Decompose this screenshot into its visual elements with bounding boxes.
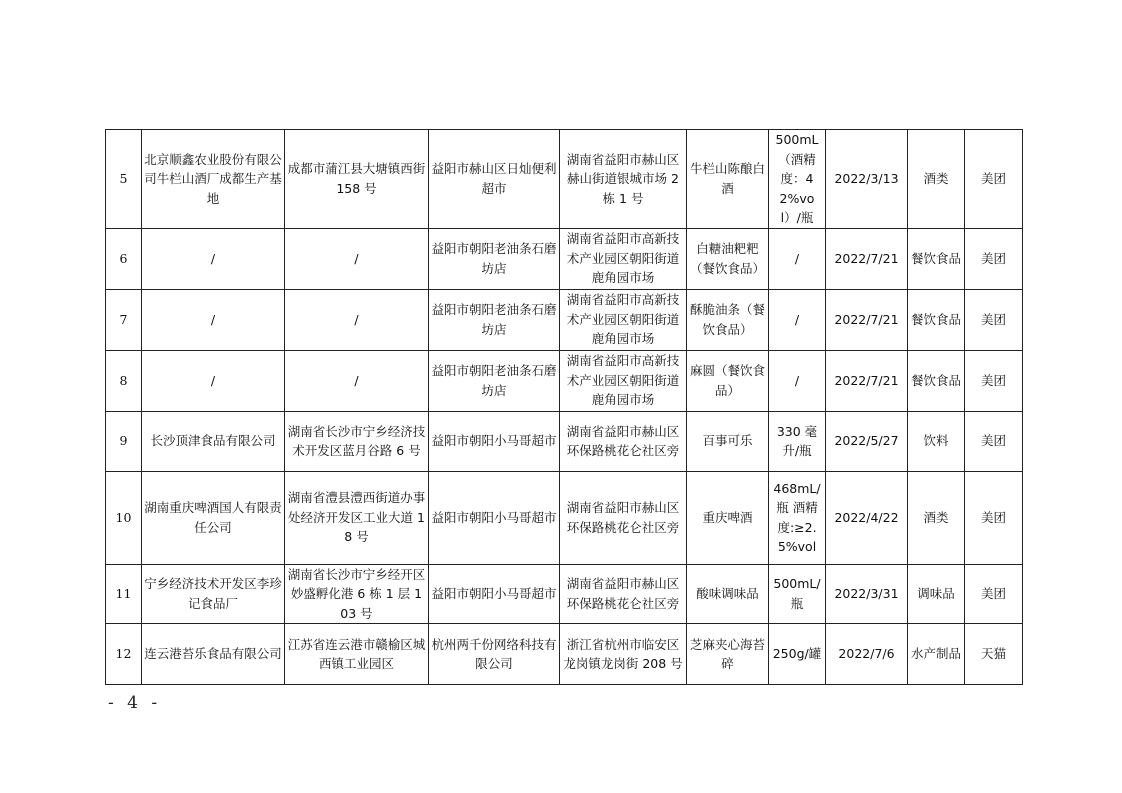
- product-name-cell: 百事可乐: [687, 411, 769, 471]
- table-row: [106, 130, 1023, 229]
- seller-address-cell: 湖南省益阳市赫山区赫山街道银城市场 2 栋 1 号: [560, 130, 687, 229]
- producer-name-cell: /: [142, 228, 285, 289]
- production-date-cell: 2022/3/13: [826, 130, 908, 229]
- seller-name-cell: 益阳市朝阳小马哥超市: [429, 411, 560, 471]
- food-category-cell: 酒类: [908, 130, 965, 229]
- row-number: 6: [106, 228, 142, 289]
- seller-address-cell: 湖南省益阳市赫山区环保路桃花仑社区旁: [560, 411, 687, 471]
- food-category-cell: 餐饮食品: [908, 289, 965, 350]
- producer-address-cell: 湖南省长沙市宁乡经济技术开发区蓝月谷路 6 号: [285, 411, 429, 471]
- row-number: 8: [106, 350, 142, 411]
- producer-name-cell: /: [142, 289, 285, 350]
- platform-cell: 美团: [965, 228, 1023, 289]
- product-name-cell: 重庆啤酒: [687, 471, 769, 564]
- specification-cell: 500mL/瓶: [769, 564, 826, 624]
- table-row: [106, 411, 1023, 471]
- platform-cell: 美团: [965, 289, 1023, 350]
- producer-address-cell: 湖南省澧县澧西街道办事处经济开发区工业大道 18 号: [285, 471, 429, 564]
- producer-address-cell: 湖南省长沙市宁乡经开区妙盛孵化港 6 栋 1 层 103 号: [285, 564, 429, 624]
- table-row: [106, 471, 1023, 564]
- producer-name-cell: /: [142, 350, 285, 411]
- row-number: 5: [106, 130, 142, 229]
- producer-name-cell: 长沙顶津食品有限公司: [142, 411, 285, 471]
- food-category-cell: 餐饮食品: [908, 350, 965, 411]
- production-date-cell: 2022/7/6: [826, 624, 908, 685]
- food-category-cell: 饮料: [908, 411, 965, 471]
- table-row: [106, 350, 1023, 411]
- seller-address-cell: 湖南省益阳市赫山区环保路桃花仑社区旁: [560, 471, 687, 564]
- platform-cell: 天猫: [965, 624, 1023, 685]
- production-date-cell: 2022/4/22: [826, 471, 908, 564]
- specification-cell: 468mL/瓶 酒精度:≥2.5%vol: [769, 471, 826, 564]
- specification-cell: /: [769, 350, 826, 411]
- specification-cell: 500mL（酒精度：42%vol）/瓶: [769, 130, 826, 229]
- row-number: 11: [106, 564, 142, 624]
- specification-cell: 330 毫升/瓶: [769, 411, 826, 471]
- seller-address-cell: 湖南省益阳市高新技术产业园区朝阳街道鹿角园市场: [560, 350, 687, 411]
- food-category-cell: 餐饮食品: [908, 228, 965, 289]
- seller-name-cell: 益阳市朝阳老油条石磨坊店: [429, 350, 560, 411]
- producer-name-cell: 宁乡经济技术开发区李珍记食品厂: [142, 564, 285, 624]
- specification-cell: /: [769, 289, 826, 350]
- platform-cell: 美团: [965, 411, 1023, 471]
- producer-name-cell: 连云港苔乐食品有限公司: [142, 624, 285, 685]
- product-name-cell: 麻圆（餐饮食品）: [687, 350, 769, 411]
- platform-cell: 美团: [965, 130, 1023, 229]
- product-name-cell: 酥脆油条（餐饮食品）: [687, 289, 769, 350]
- seller-address-cell: 湖南省益阳市高新技术产业园区朝阳街道鹿角园市场: [560, 228, 687, 289]
- production-date-cell: 2022/7/21: [826, 228, 908, 289]
- producer-address-cell: /: [285, 228, 429, 289]
- table-row: [106, 624, 1023, 685]
- seller-address-cell: 湖南省益阳市高新技术产业园区朝阳街道鹿角园市场: [560, 289, 687, 350]
- producer-address-cell: /: [285, 350, 429, 411]
- seller-name-cell: 杭州两千份网络科技有限公司: [429, 624, 560, 685]
- product-name-cell: 白糖油粑粑（餐饮食品）: [687, 228, 769, 289]
- seller-name-cell: 益阳市朝阳老油条石磨坊店: [429, 228, 560, 289]
- seller-name-cell: 益阳市赫山区日灿便利超市: [429, 130, 560, 229]
- platform-cell: 美团: [965, 350, 1023, 411]
- product-name-cell: 牛栏山陈酿白酒: [687, 130, 769, 229]
- seller-address-cell: 湖南省益阳市赫山区环保路桃花仑社区旁: [560, 564, 687, 624]
- production-date-cell: 2022/3/31: [826, 564, 908, 624]
- page-number: - 4 -: [108, 693, 162, 713]
- table-row: [106, 289, 1023, 350]
- producer-address-cell: 江苏省连云港市赣榆区城西镇工业园区: [285, 624, 429, 685]
- specification-cell: /: [769, 228, 826, 289]
- producer-name-cell: 湖南重庆啤酒国人有限责任公司: [142, 471, 285, 564]
- seller-name-cell: 益阳市朝阳小马哥超市: [429, 564, 560, 624]
- platform-cell: 美团: [965, 471, 1023, 564]
- food-category-cell: 水产制品: [908, 624, 965, 685]
- production-date-cell: 2022/7/21: [826, 289, 908, 350]
- platform-cell: 美团: [965, 564, 1023, 624]
- production-date-cell: 2022/5/27: [826, 411, 908, 471]
- row-number: 7: [106, 289, 142, 350]
- seller-name-cell: 益阳市朝阳老油条石磨坊店: [429, 289, 560, 350]
- producer-address-cell: /: [285, 289, 429, 350]
- producer-name-cell: 北京顺鑫农业股份有限公司牛栏山酒厂成都生产基地: [142, 130, 285, 229]
- producer-address-cell: 成都市蒲江县大塘镇西街 158 号: [285, 130, 429, 229]
- sampling-results-table: [105, 129, 1023, 685]
- seller-name-cell: 益阳市朝阳小马哥超市: [429, 471, 560, 564]
- food-category-cell: 调味品: [908, 564, 965, 624]
- table-row: [106, 228, 1023, 289]
- food-category-cell: 酒类: [908, 471, 965, 564]
- production-date-cell: 2022/7/21: [826, 350, 908, 411]
- row-number: 9: [106, 411, 142, 471]
- seller-address-cell: 浙江省杭州市临安区龙岗镇龙岗街 208 号: [560, 624, 687, 685]
- product-name-cell: 酸味调味品: [687, 564, 769, 624]
- row-number: 12: [106, 624, 142, 685]
- product-name-cell: 芝麻夹心海苔碎: [687, 624, 769, 685]
- row-number: 10: [106, 471, 142, 564]
- table-row: [106, 564, 1023, 624]
- specification-cell: 250g/罐: [769, 624, 826, 685]
